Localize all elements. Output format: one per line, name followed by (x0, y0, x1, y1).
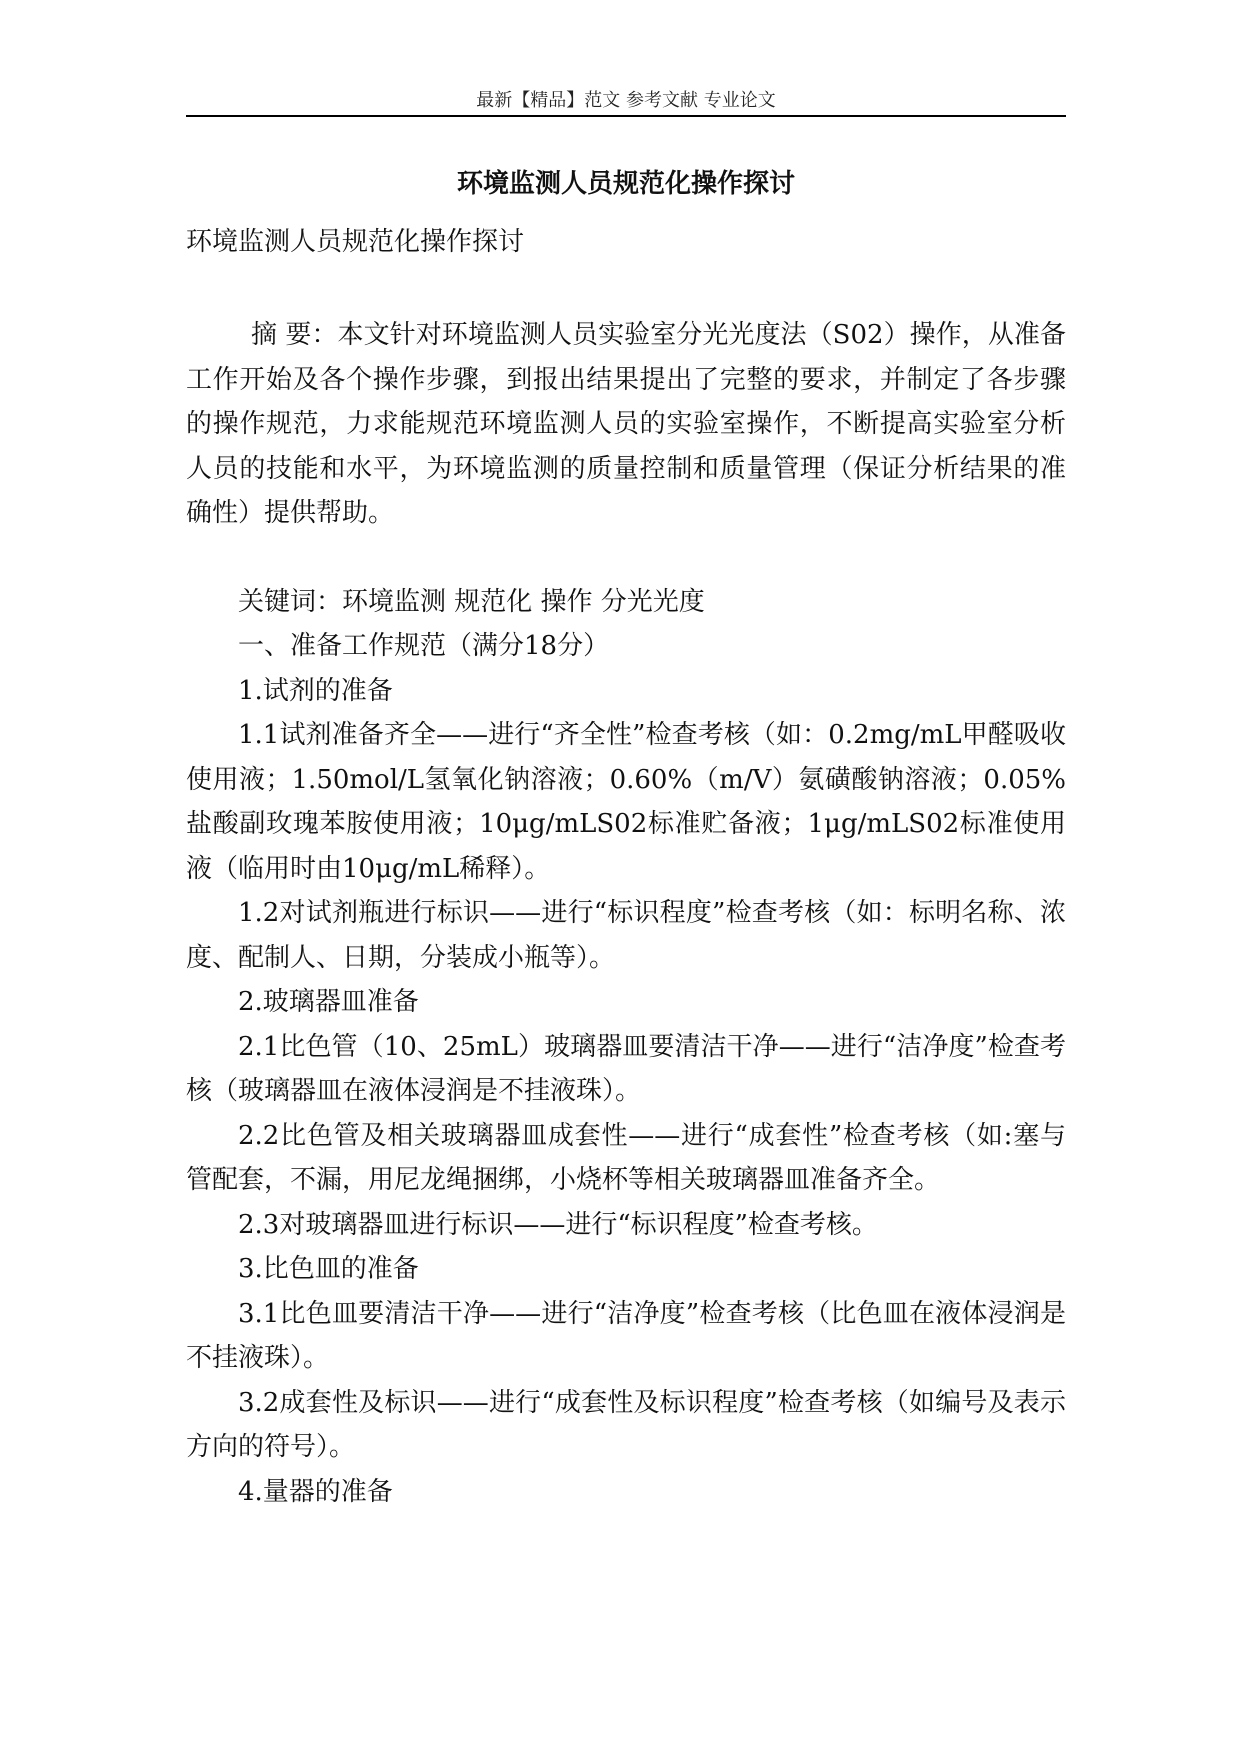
subsection-heading: 4.量器的准备 (238, 1476, 393, 1507)
body-paragraph: 1.1试剂准备齐全——进行“齐全性”检查考核（如：0.2mg/mL甲醛吸收使用液；1.50mol/L氢氧化钠溶液；0.60%（m/V）氨磺酸钠溶液；0.05%盐酸副玫瑰苯胺使用液；10μg/mLS02标准贮备液；1μg/mLS02标准使用液（临用时由10μg/mL稀释）。 (186, 720, 1066, 884)
body-paragraph: 2.1比色管（10、25mL）玻璃器皿要清洁干净——进行“洁净度”检查考核（玻璃器皿在液体浸润是不挂液珠）。 (186, 1031, 1066, 1106)
page-header: 最新【精品】范文 参考文献 专业论文 (476, 90, 776, 111)
body-paragraph: 3.1比色皿要清洁干净——进行“洁净度”检查考核（比色皿在液体浸润是不挂液珠）。 (186, 1298, 1066, 1373)
abstract-paragraph: 摘 要：本文针对环境监测人员实验室分光光度法（S02）操作，从准备工作开始及各个操作步骤，到报出结果提出了完整的要求，并制定了各步骤的操作规范，力求能规范环境监测人员的实验室操作，不断提高实验室分析人员的技能和水平，为环境监测的质量控制和质量管理（保证分析结果的准确性）提供帮助。 (186, 320, 1066, 528)
subsection-heading: 2.玻璃器皿准备 (238, 987, 419, 1017)
body-paragraph: 3.2成套性及标识——进行“成套性及标识程度”检查考核（如编号及表示方向的符号）。 (186, 1387, 1066, 1462)
document-title: 环境监测人员规范化操作探讨 (456, 169, 795, 199)
keywords-paragraph: 关键词：环境监测 规范化 操作 分光光度 (238, 586, 705, 617)
subsection-heading: 3.比色皿的准备 (238, 1254, 419, 1284)
body-paragraph: 1.2对试剂瓶进行标识——进行“标识程度”检查考核（如：标明名称、浓度、配制人、日期，分装成小瓶等）。 (186, 898, 1066, 973)
document-subtitle: 环境监测人员规范化操作探讨 (186, 227, 525, 257)
body-paragraph: 2.2比色管及相关玻璃器皿成套性——进行“成套性”检查考核（如:塞与管配套，不漏，用尼龙绳捆绑，小烧杯等相关玻璃器皿准备齐全。 (186, 1120, 1066, 1195)
body-paragraph: 2.3对玻璃器皿进行标识——进行“标识程度”检查考核。 (238, 1209, 878, 1240)
subsection-heading: 1.试剂的准备 (238, 675, 393, 706)
spacer (186, 536, 1066, 580)
section-heading: 一、准备工作规范（满分18分） (238, 631, 610, 661)
document-body (186, 313, 1066, 1514)
header-divider (186, 115, 1066, 117)
